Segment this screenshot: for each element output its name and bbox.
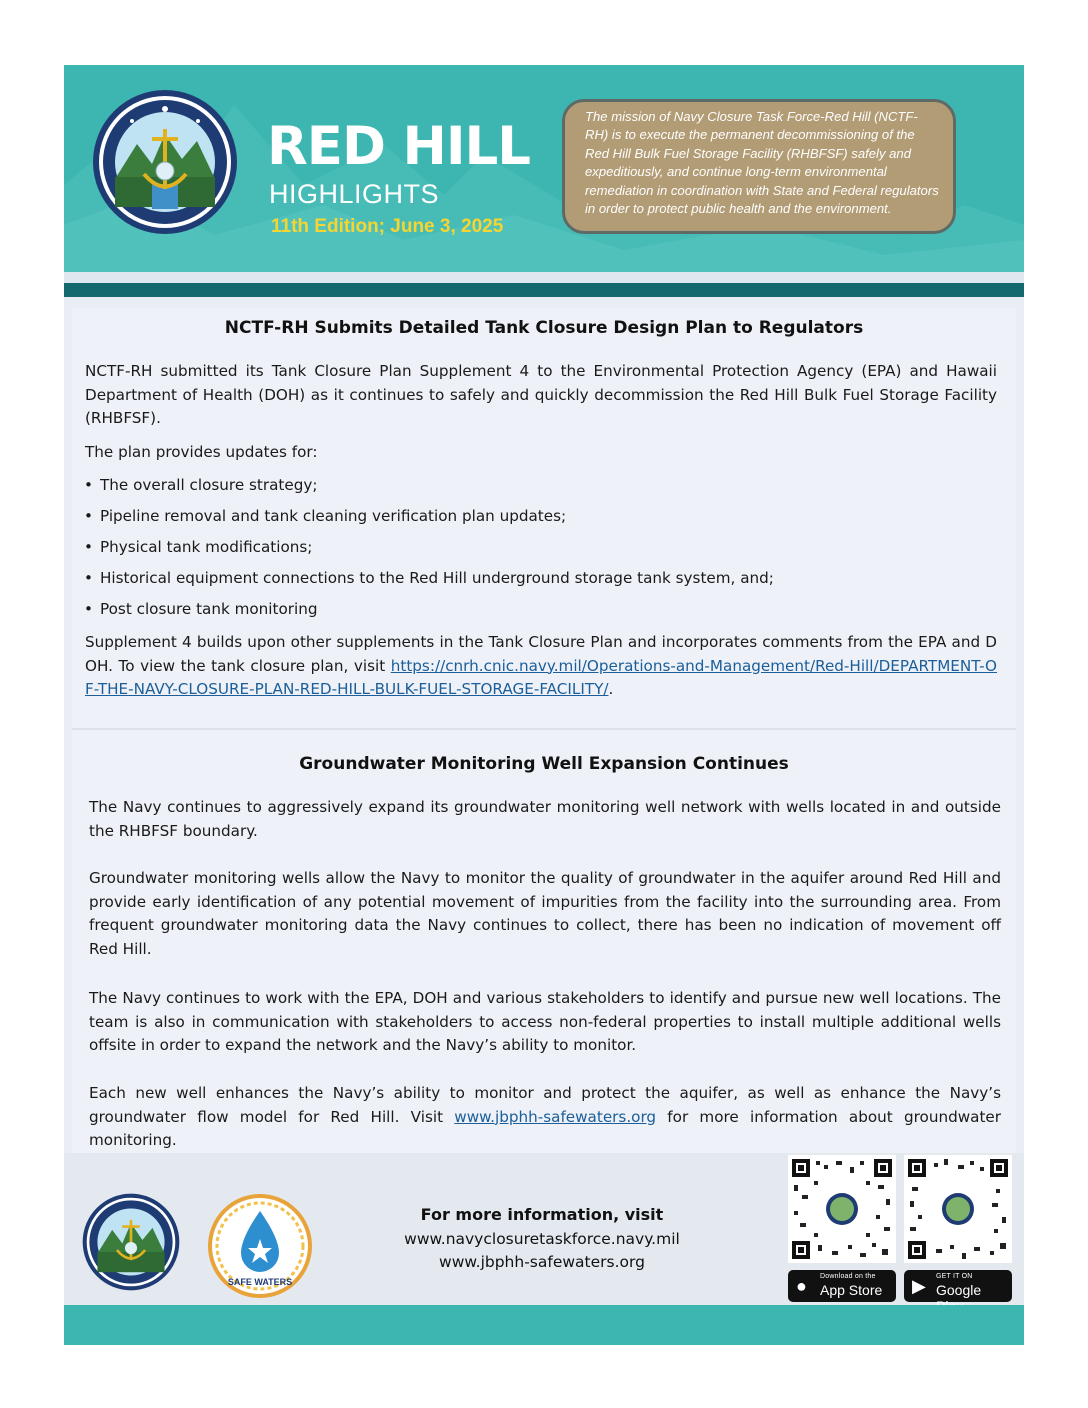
apple-icon: ● <box>796 1276 807 1296</box>
edition-date: 11th Edition; June 3, 2025 <box>271 216 504 237</box>
section-heading: NCTF-RH Submits Detailed Tank Closure Design Plan to Regulators <box>224 318 864 338</box>
safe-waters-label: SAFE WATERS <box>227 1277 293 1287</box>
bullet-item: • Historical equipment connections to the Red Hill underground storage tank system, and; <box>84 569 774 587</box>
newsletter-subtitle: HIGHLIGHTS <box>269 179 440 209</box>
section-paragraph: Each new well enhances the Navy’s ability to monitor and protect the aquifer, as well as enhance the Navy’s groundwater flow model for Red Hill. Visit www.jbphh-safewaters.org for more information about groundwater monitoring. <box>89 1084 1001 1149</box>
footer-bar <box>64 1305 1024 1345</box>
safewaters-link[interactable]: www.jbphh-safewaters.org <box>454 1107 657 1126</box>
bullet-item: • The overall closure strategy; <box>84 476 318 494</box>
footer-heading: For more information, visit <box>420 1205 664 1224</box>
bullet-item: • Pipeline removal and tank cleaning verification plan updates; <box>84 507 567 525</box>
newsletter-title: RED HILL <box>267 116 531 177</box>
section-tank-closure <box>72 308 1016 730</box>
section-intro: NCTF-RH submitted its Tank Closure Plan Supplement 4 to the Environmental Protection Agency (EPA) and Hawaii Department of Health (DOH) as it continues to safely and quickly decommission the Red Hill Bulk Fuel Storage Facility (RHBFSF). <box>85 362 997 427</box>
google-play-button[interactable]: ▶ GET IT ON Google <box>904 1270 1012 1302</box>
section-closing: Supplement 4 builds upon other supplements in the Tank Closure Plan and incorporates comments from the EPA and DOH. To view the tank closure plan, visit https://cnrh.cnic.navy.mil/Operations-and-Management/Red-Hill/DEPARTMENT-OF-THE-NAVY-CLOSURE-PLAN-RED-HILL-BULK-FUEL-STORAGE-FACILITY/. <box>85 633 997 698</box>
google-play-icon: ▶ <box>912 1276 926 1296</box>
navy-closure-task-force-seal-icon <box>82 1193 180 1291</box>
footer <box>64 1153 1024 1305</box>
tank-closure-plan-link[interactable]: https://cnrh.cnic.navy.mil/Operations-and-Management/Red-Hill/DEPARTMENT-OF-THE-NAVY-CLOSURE-PLAN-RED-HILL-BULK-FUEL-STORAGE-FACILITY/ <box>85 656 997 698</box>
section-paragraph: The Navy continues to work with the EPA, DOH and various stakeholders to identify and pursue new well locations. The team is also in communication with stakeholders to access non-federal properties to install multiple additional wells offsite in order to expand the network and the Navy’s ability to monitor. <box>89 989 1001 1054</box>
qr-code-icon[interactable] <box>904 1155 1012 1263</box>
mission-statement: The mission of Navy Closure Task Force-Red Hill (NCTF-RH) is to execute the permanent decommissioning of the Red Hill Bulk Fuel Storage Facility (RHBFSF) safely and expeditiously, and continue long-term environmental remediation in coordination with State and Federal regulators in order to protect public health and the environment. <box>562 99 956 234</box>
section-lead: The plan provides updates for: <box>85 443 318 461</box>
section-paragraph: Groundwater monitoring wells allow the Navy to monitor the quality of groundwater in the aquifer around Red Hill and provide early identification of any potential movement of impurities from the facility into the surrounding area. From frequent groundwater monitoring data the Navy continues to collect, there has been no indication of movement off Red Hill. <box>89 869 1001 958</box>
bullet-item: • Post closure tank monitoring <box>84 600 318 618</box>
bullet-item: • Physical tank modifications; <box>84 538 313 556</box>
footer-url-safewaters[interactable]: www.jbphh-safewaters.org <box>439 1253 645 1271</box>
qr-code-icon[interactable] <box>788 1155 896 1263</box>
section-paragraph: The Navy continues to aggressively expand its groundwater monitoring well network with wells located in and outside the RHBFSF boundary. <box>89 798 1001 840</box>
app-store-button[interactable]: ● Download on the App Store <box>788 1270 896 1302</box>
navy-closure-task-force-seal-icon <box>92 89 238 235</box>
footer-url-navy[interactable]: www.navyclosuretaskforce.navy.mil <box>404 1230 680 1248</box>
header-divider-light <box>64 272 1024 283</box>
header-divider-dark <box>64 283 1024 297</box>
newsletter-page <box>64 65 1024 1345</box>
safe-waters-logo-icon <box>207 1193 313 1299</box>
header-banner <box>64 65 1024 272</box>
main-content <box>72 308 1016 1208</box>
section-heading: Groundwater Monitoring Well Expansion Continues <box>299 754 789 774</box>
